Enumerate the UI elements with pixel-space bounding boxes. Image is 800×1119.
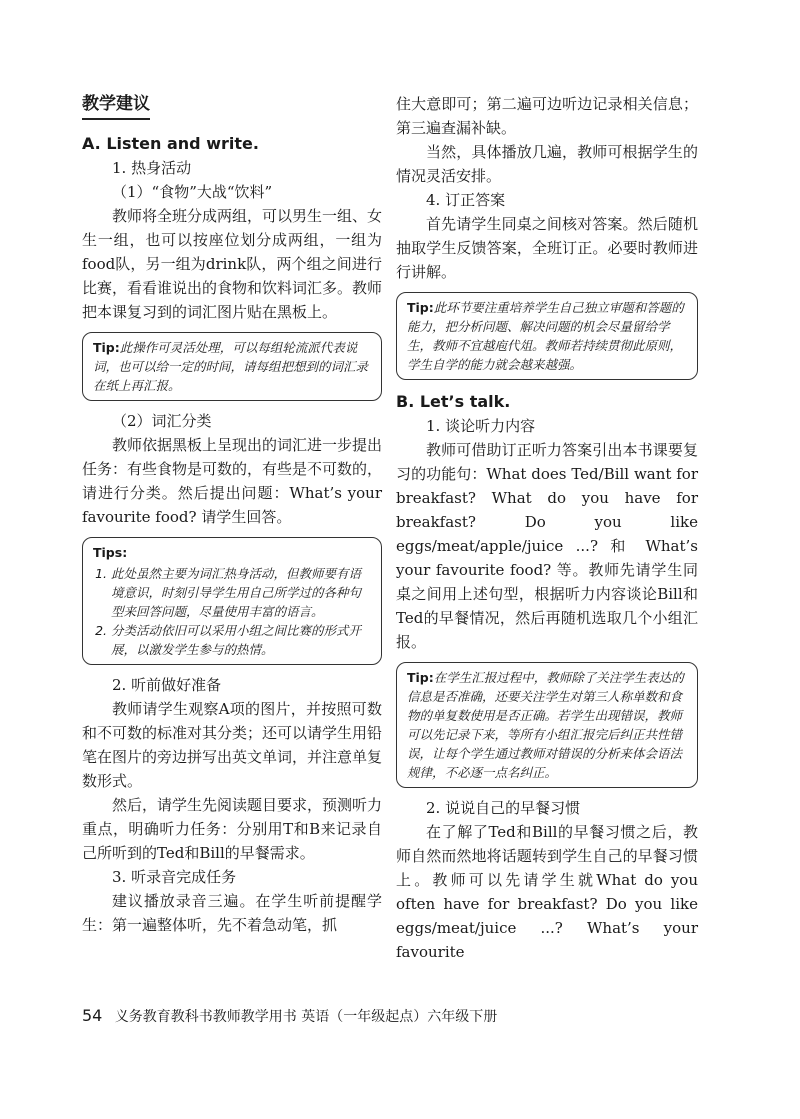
page-footer bbox=[82, 1006, 497, 1026]
paragraph: 然后，请学生先阅读题目要求，预测听力重点，明确听力任务：分别用T和B来记录自己所听到的Ted和Bill的早餐需求。 bbox=[82, 796, 383, 862]
paragraph: 首先请学生同桌之间核对答案。然后随机抽取学生反馈答案，全班订正。必要时教师进行讲解。 bbox=[396, 215, 698, 281]
tip-text: 此环节要注重培养学生自己独立审题和答题的能力，把分析问题、解决问题的机会尽量留给学生，教师不宜越庖代俎。教师若持续贯彻此原则，学生自学的能力就会越来越强。 bbox=[407, 300, 684, 372]
subsection-title: 4. 订正答案 bbox=[426, 191, 506, 209]
paragraph: 建议播放录音三遍。在学生听前提醒学生：第一遍整体听，先不着急动笔，抓 bbox=[82, 892, 382, 934]
paragraph: 教师请学生观察A项的图片，并按照可数和不可数的标准对其分类；还可以请学生用铅笔在图片的旁边拼写出英文单词，并注意单复数形式。 bbox=[82, 700, 383, 790]
tips-list bbox=[93, 564, 371, 659]
tip-text: 在学生汇报过程中，教师除了关注学生表达的信息是否准确，还要关注学生对第三人称单数和食物的单复数使用是否正确。若学生出现错误，教师可以先记录下来，等所有小组汇报完后纠正共性错误，让每个学生通过教师对错误的分析来体会语法规律，不必逐一点名纠正。 bbox=[407, 670, 684, 780]
subsection-title: 2. 说说自己的早餐习惯 bbox=[426, 799, 581, 817]
subsection-title: 2. 听前做好准备 bbox=[112, 676, 222, 694]
subsection-title: 3. 听录音完成任务 bbox=[112, 868, 237, 886]
paragraph: 教师可借助订正听力答案引出本书课要复习的功能句：What does Ted/Bill want for breakfast? What do you have for breakfast? Do you like eggs/meat/apple/juice ...? 和 What’s your favourite food? 等。教师先请学生同桌之间用上述句型，根据听力内容谈论Bill和Ted的早餐情况，然后再随机选取几个小组汇报。 bbox=[396, 441, 698, 651]
tip-text: 此操作可灵活处理，可以每组轮流派代表说词，也可以给一定的时间，请每组把想到的词汇录在纸上再汇报。 bbox=[93, 340, 369, 393]
page-heading: 教学建议 bbox=[82, 92, 150, 120]
tips-list-item: 1. 此处虽然主要为词汇热身活动，但教师要有语境意识，时刻引导学生用自己所学过的各种句型来回答问题，尽量使用丰富的语言。 bbox=[111, 564, 371, 621]
subsection-title: （1）“食物”大战“饮料” bbox=[112, 183, 273, 201]
paragraph: 住大意即可；第二遍可边听边记录相关信息；第三遍查漏补缺。 bbox=[396, 95, 698, 137]
left-column bbox=[82, 92, 382, 937]
section-a-title: A. Listen and write. bbox=[82, 134, 259, 153]
tip-box bbox=[396, 292, 698, 380]
paragraph: 教师将全班分成两组，可以男生一组、女生一组，也可以按座位划分成两组，一组为food队，另一组为drink队，两个组之间进行比赛，看看谁说出的食物和饮料词汇多。教师把本课复习到的词汇图片贴在黑板上。 bbox=[82, 207, 383, 321]
tip-box bbox=[396, 662, 698, 788]
tips-list-item: 2. 分类活动依旧可以采用小组之间比赛的形式开展，以激发学生参与的热情。 bbox=[111, 621, 371, 659]
paragraph: 当然，具体播放几遍，教师可根据学生的情况灵活安排。 bbox=[396, 143, 698, 185]
section-b-title: B. Let’s talk. bbox=[396, 392, 511, 411]
page-number: 54 bbox=[82, 1006, 103, 1025]
tips-box bbox=[82, 537, 382, 665]
subsection-title: 1. 热身活动 bbox=[112, 159, 192, 177]
paragraph: 教师依据黑板上呈现出的词汇进一步提出任务：有些食物是可数的，有些是不可数的，请进行分类。然后提出问题：What’s your favourite food? 请学生回答。 bbox=[82, 436, 383, 526]
book-title: 义务教育教科书教师教学用书 英语（一年级起点）六年级下册 bbox=[114, 1009, 498, 1025]
right-column bbox=[396, 92, 698, 964]
subsection-title: （2）词汇分类 bbox=[112, 412, 212, 430]
paragraph: 在了解了Ted和Bill的早餐习惯之后，教师自然而然地将话题转到学生自己的早餐习惯上。教师可以先请学生就What do you often have for breakfast? Do you like eggs/meat/juice ...? What’s your favourite bbox=[396, 823, 698, 961]
tip-label: Tip: bbox=[93, 340, 120, 355]
tips-label: Tips: bbox=[93, 545, 128, 560]
subsection-title: 1. 谈论听力内容 bbox=[426, 417, 536, 435]
tip-box bbox=[82, 332, 382, 401]
tip-label: Tip: bbox=[407, 300, 434, 315]
tip-label: Tip: bbox=[407, 670, 434, 685]
